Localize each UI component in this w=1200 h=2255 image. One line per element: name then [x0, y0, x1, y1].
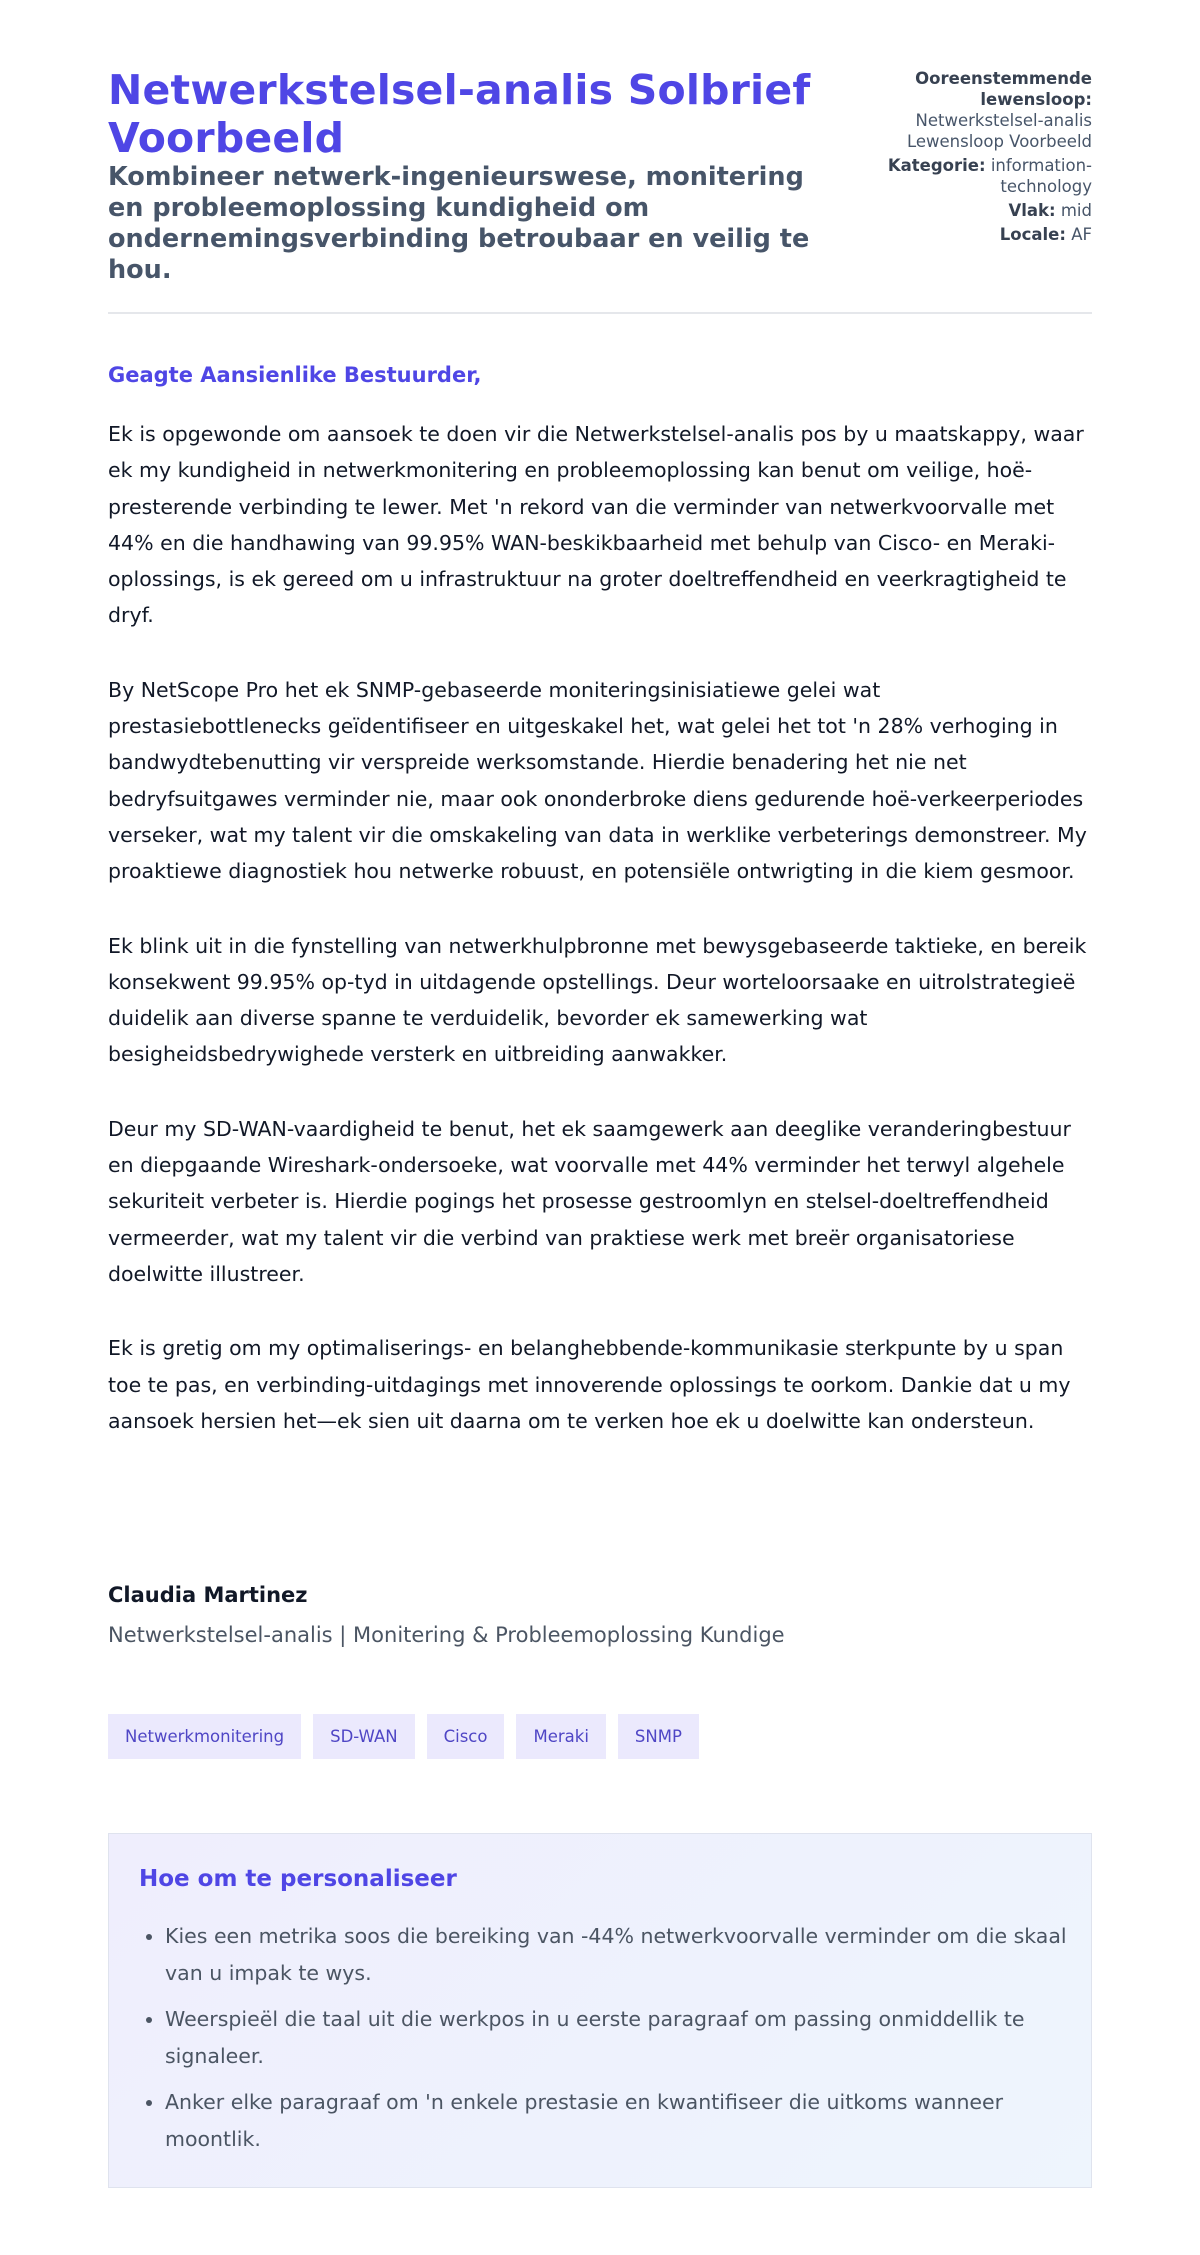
letter-paragraph: Deur my SD-WAN-vaardigheid te benut, het ek saamgewerk aan deeglike veranderingbestuur en diepgaande Wireshark-ondersoeke, wat voorvalle met 44% verminder het terwyl algehele sekuriteit verbeter is. Hierdie pogings het prosesse gestroomlyn en stelsel-doeltreffendheid vermeerder, wat my talent vir die verbind van praktiese werk met breër organisatoriese doelwitte illustreer. — [108, 1116, 1071, 1286]
header-title-block — [108, 66, 828, 286]
skill-tag: SD-WAN — [313, 1714, 415, 1759]
page-subtitle: Kombineer netwerk-ingenieurswese, monitering en probleemoplossing kundigheid om ondernemingsverbinding betroubaar en veilig te hou. — [108, 162, 810, 285]
letter-body — [108, 416, 1092, 1477]
meta-locale-value: AF — [1071, 225, 1092, 244]
meta-resume-value: Netwerkstelsel-analis Lewensloop Voorbeeld — [906, 111, 1092, 151]
tips-list — [139, 1918, 1075, 2167]
letter-paragraph: Ek is gretig om my optimaliserings- en belanghebbende-kommunikasie sterkpunte by u span toe te pas, en verbinding-uitdagings met innoverende oplossings te oorkom. Dankie dat u my aansoek hersien het—ek sien uit daarna om te verken hoe ek u doelwitte kan ondersteun. — [108, 1336, 1071, 1433]
meta-level-label: Vlak: — [1008, 201, 1056, 220]
meta-resume — [862, 68, 1092, 152]
meta-level — [862, 200, 1092, 221]
skill-tag: Meraki — [516, 1714, 605, 1759]
letter-paragraph: Ek is opgewonde om aansoek te doen vir die Netwerkstelsel-analis pos by u maatskappy, waar ek my kundigheid in netwerkmonitering en probleemoplossing kan benut om veilige, hoë-presterende verbinding te lewer. Met 'n rekord van die verminder van netwerkvoorvalle met 44% en die handhawing van 99.95% WAN-beskikbaarheid met behulp van Cisco- en Meraki-oplossings, is ek gereed om u infrastruktuur na groter doeltreffendheid en veerkragtigheid te dryf. — [108, 422, 1084, 628]
meta-level-value: mid — [1060, 201, 1092, 220]
tip-item: • Anker elke paragraaf om 'n enkele prestasie en kwantifiseer die uitkoms wanneer moontlik. — [165, 2084, 1075, 2157]
skill-tag: Cisco — [427, 1714, 505, 1759]
letter-paragraph: By NetScope Pro het ek SNMP-gebaseerde moniteringsinisiatiewe gelei wat prestasiebottlenecks geïdentifiseer en uitgeskakel het, wat gelei het tot 'n 28% verhoging in bandwydtebenutting vir verspreide werksomstande. Hierdie benadering het nie net bedryfsuitgawes verminder nie, maar ook ononderbroke diens gedurende hoë-verkeerperiodes verseker, wat my talent vir die omskakeling van data in werklike verbeterings demonstreer. My proaktiewe diagnostiek hou netwerke robuust, en potensiële ontwrigting in die kiem gesmoor. — [108, 677, 1087, 884]
personalize-tips-box — [108, 1833, 1092, 2188]
letter-greeting: Geagte Aansienlike Bestuurder, — [108, 363, 482, 387]
meta-category-label: Kategorie: — [887, 156, 986, 175]
tip-item: • Kies een metrika soos die bereiking van -44% netwerkvoorvalle verminder om die skaal van u impak te wys. — [165, 1918, 1075, 1991]
cover-letter-page — [108, 0, 1092, 2151]
tips-title: Hoe om te personaliseer — [139, 1866, 457, 1892]
signature-title: Netwerkstelsel-analis | Monitering & Probleemoplossing Kundige — [108, 1623, 785, 1647]
meta-locale — [862, 224, 1092, 245]
page-title: Netwerkstelsel-analis Solbrief Voorbeeld — [108, 66, 811, 162]
skill-tags — [108, 1714, 699, 1759]
signature-name: Claudia Martinez — [108, 1583, 308, 1607]
header — [108, 0, 1092, 286]
header-divider — [108, 312, 1092, 314]
letter-paragraph: Ek blink uit in die fynstelling van netwerkhulpbronne met bewysgebaseerde taktieke, en bereik konsekwent 99.95% op-tyd in uitdagende opstellings. Deur worteloorsaake en uitrolstrategieë duidelik aan diverse spanne te verduidelik, bevorder ek samewerking wat besigheidsbedrywighede versterk en uitbreiding aanwakker. — [108, 933, 1087, 1067]
meta-category — [862, 155, 1092, 197]
tip-item: • Weerspieël die taal uit die werkpos in u eerste paragraaf om passing onmiddellik te signaleer. — [165, 2001, 1075, 2074]
meta-category-value: information-technology — [990, 156, 1092, 196]
meta-panel — [862, 66, 1092, 286]
skill-tag: SNMP — [618, 1714, 699, 1759]
skill-tag: Netwerkmonitering — [108, 1714, 301, 1759]
meta-locale-label: Locale: — [999, 225, 1066, 244]
meta-resume-label: Ooreenstemmende lewensloop: — [915, 69, 1092, 109]
